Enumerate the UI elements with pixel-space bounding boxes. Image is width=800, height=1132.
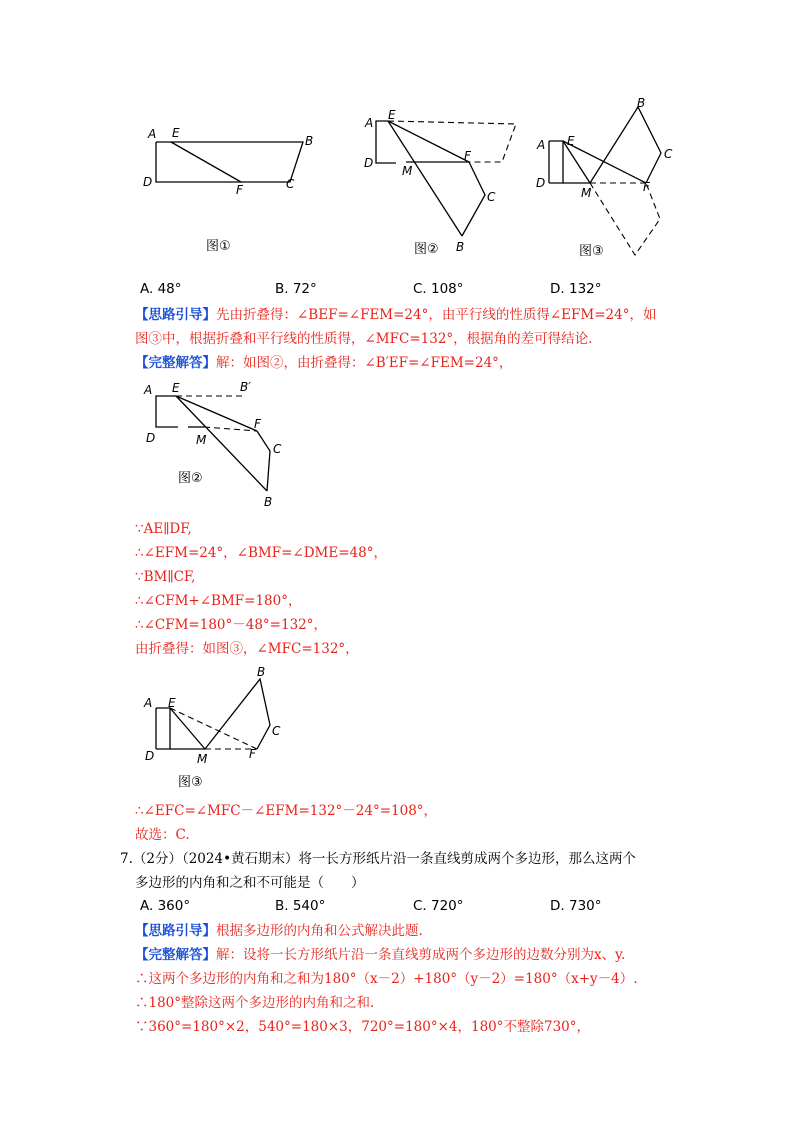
label-M: M [197,752,208,766]
step-5: ∴∠CFM=180°－48°=132°， [135,617,328,633]
label-E: E [172,381,180,395]
answer-text: 解：如图②，由折叠得：∠B′EF=∠FEM=24°， [216,355,513,371]
figure-3-caption: 图③ [579,244,604,259]
q7-choice-d: D. 730° [550,898,602,914]
q6-hint-line-1 [135,305,656,325]
label-M: M [581,186,592,200]
label-D: D [143,175,153,189]
label-A: A [148,127,157,141]
step-2: ∴∠EFM=24°，∠BMF=∠DME=48°， [135,545,387,561]
label-B: B [257,665,266,679]
q7-choice-a: A. 360° [140,898,191,914]
label-A: A [537,138,546,152]
step-3: ∵BM∥CF, [135,569,196,585]
hint-tag: 【思路引导】 [135,307,216,323]
label-C: C [487,190,496,204]
q6-answer-line-1 [135,353,512,373]
label-E: E [172,126,180,140]
q7-hint-line [135,921,423,941]
step-6: 由折叠得：如图③，∠MFC=132°， [135,641,359,657]
q7-choice-c: C. 720° [413,898,464,914]
label-A: A [365,116,374,130]
label-C: C [272,724,281,738]
label-F: F [254,417,261,431]
q7-answer-line-2: ∴这两个多边形的内角和之和为180°（x－2）+180°（y－2）=180°（x+y－4）. [135,971,638,987]
label-B: B [264,495,273,509]
q7-line-2: 多边形的内角和之和不可能是（ ） [135,875,365,891]
figure-2-caption: 图② [414,242,439,257]
label-A: A [144,696,153,710]
label-E: E [567,134,575,148]
label-C: C [286,177,295,191]
choice-a: A. 48° [140,281,182,297]
label-M: M [402,164,413,178]
solution-figure-2 [140,378,300,513]
label-F: F [464,149,471,163]
label-D: D [536,176,546,190]
figure-1-caption: 图① [206,239,231,254]
label-B: B [637,96,646,110]
label-B: B [305,134,314,148]
label-M: M [196,433,207,447]
q7-choice-b: B. 540° [275,898,326,914]
step-1: ∵AE∥DF, [135,521,192,537]
label-F: F [249,747,256,761]
label-A: A [144,383,153,397]
answer-text: 解：设将一长方形纸片沿一条直线剪成两个多边形的边数分别为x、y. [216,947,626,963]
solution-figure-3 [140,662,300,792]
choice-b: B. 72° [275,281,317,297]
label-F: F [643,180,650,194]
label-E: E [388,108,396,122]
label-B-prime: B′ [240,380,251,394]
figure-2-caption: 图② [178,471,203,486]
label-E: E [168,696,176,710]
answer-tag: 【完整解答】 [135,947,216,963]
label-B: B [456,240,465,254]
label-D: D [364,156,374,170]
label-D: D [145,749,155,763]
choice-c: C. 108° [413,281,464,297]
step-7: ∴∠EFC=∠MFC－∠EFM=132°－24°=108°， [135,803,438,819]
q7-answer-line-4: ∵360°=180°×2，540°=180×3，720°=180°×4，180°不整除730°， [135,1019,591,1035]
figure-3 [533,95,693,265]
q7-answer-line-1 [135,945,625,965]
choice-d: D. 132° [550,281,602,297]
q7-line-1: 7.（2分）（2024•黄石期末）将一长方形纸片沿一条直线剪成两个多边形，那么这两个 [120,851,637,867]
q7-answer-line-3: ∴180°整除这两个多边形的内角和之和. [135,995,375,1011]
label-D: D [146,431,156,445]
hint-text: 先由折叠得：∠BEF=∠FEM=24°，由平行线的性质得∠EFM=24°，如 [216,307,657,323]
figure-3-caption: 图③ [178,775,203,790]
hint-text: 根据多边形的内角和公式解决此题. [216,923,423,939]
step-4: ∴∠CFM+∠BMF=180°， [135,593,302,609]
label-F: F [236,183,243,197]
hint-tag: 【思路引导】 [135,923,216,939]
step-8: 故选：C. [135,827,190,843]
figure-2 [358,105,528,260]
figure-1 [138,120,328,260]
answer-tag: 【完整解答】 [135,355,216,371]
q6-hint-line-2: 图③中，根据折叠和平行线的性质得，∠MFC=132°，根据角的差可得结论. [135,331,593,347]
label-C: C [664,147,673,161]
label-C: C [273,442,282,456]
